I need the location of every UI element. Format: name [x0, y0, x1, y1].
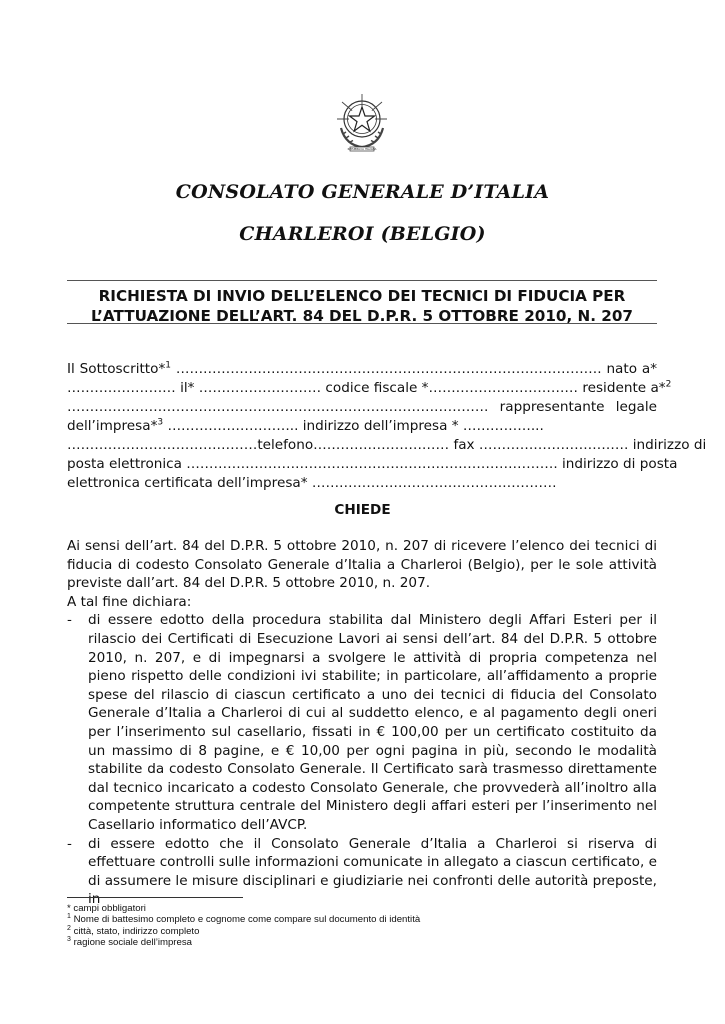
- request-heading: [67, 286, 657, 326]
- consulate-location: CHARLEROI (BELGIO): [239, 223, 486, 245]
- heading-bottom-rule: [67, 323, 657, 324]
- form-line-name: [67, 360, 657, 379]
- form-line-company: [67, 417, 657, 436]
- declaration-intro: A tal fine dichiara:: [67, 593, 192, 610]
- italian-republic-emblem: [330, 88, 394, 154]
- footnote-ref-1: 1: [165, 360, 171, 371]
- residence-field-and-representative-label[interactable]: ………………………………………………………………………………… rappresentante legale: [67, 399, 657, 415]
- declaration-item-1: di essere edotto della procedura stabilita dal Ministero degli Affari Esteri per il rilascio dei Certificati di Esecuzione Lavori ai sensi dell’art. 84 del D.P.R. 5 ottobre 2010, n. 207, e di impegnarsi a svolgere le attività di propria competenza nel pieno rispetto delle condizioni ivi stabilite; in particolare, all’affidamento a proprie spese del rilascio di ciascun certificato a uno dei tecnici di fiducia del Consolato Generale d’Italia a Charleroi di cui al suddetto elenco, e al pagamento degli oneri per l’inserimento sul casellario, fissati in € 100,00 per un certificato costituito da un massimo di 8 pagine, e € 10,00 per ogni pagina in più, secondo le modalità stabilite da codesto Consolato Generale. Il Certificato sarà trasmesso direttamente dal tecnico incaricato a codesto Consolato Generale, che provvederà all’inoltro alla competente struttura centrale del Ministero degli affari esteri per l’inserimento nel Casellario informatico dell’AVCP.: [88, 612, 657, 833]
- form-line-pec: [67, 474, 657, 493]
- list-item: [67, 611, 657, 834]
- heading-line-1: RICHIESTA DI INVIO DELL’ELENCO DEI TECNICI DI FIDUCIA PER: [98, 287, 626, 305]
- consulate-title: CONSOLATO GENERALE D’ITALIA: [175, 181, 550, 203]
- footnote-text-2: città, stato, indirizzo completo: [70, 925, 200, 937]
- applicant-form: [67, 360, 707, 493]
- emblem-ribbon-text: REPUBBLICA ITALIANA: [347, 148, 377, 152]
- form-line-residence: [67, 398, 657, 417]
- footnote-ref-2: 2: [665, 379, 672, 390]
- list-dash: -: [67, 612, 72, 629]
- footnote-separator: [67, 897, 243, 898]
- heading-top-rule: [67, 280, 657, 281]
- label-undersigned: Il Sottoscritto*: [67, 361, 166, 377]
- footnote-3: [67, 937, 420, 948]
- declaration-item-2: di essere edotto che il Consolato Generale d’Italia a Charleroi si riserva di effettuare controlli sulle informazioni comunicate in allegato a ciascun certificato, e di assumere le misure disciplinari e giudiziarie nei confronti delle autorità preposte, in: [88, 835, 657, 908]
- declaration-list: [67, 611, 657, 909]
- name-field[interactable]: ………………………………………………………………………………….: [175, 361, 602, 377]
- phone-fax-fields[interactable]: ……………………………………telefono………………………… fax …………………………… indirizzo di: [67, 437, 707, 453]
- form-line-birth: [67, 379, 672, 398]
- footnote-text-3: ragione sociale dell’impresa: [70, 937, 192, 949]
- footnotes: [67, 903, 420, 949]
- request-paragraph: Ai sensi dell’art. 84 del D.P.R. 5 ottobre 2010, n. 207 di ricevere l’elenco dei tecnici di fiducia di codesto Consolato Generale d’Italia a Charleroi (Belgio), per le sole attività previste dall’art. 84 del D.P.R. 5 ottobre 2010, n. 207.: [67, 538, 657, 592]
- heading-line-2: L’ATTUAZIONE DELL’ART. 84 DEL D.P.R. 5 OTTOBRE 2010, N. 207: [90, 307, 633, 325]
- birth-tax-residence-fields[interactable]: …………………… il* ……………………… codice fiscale *…………………………… residente a*: [67, 380, 666, 396]
- footnote-2: [67, 926, 420, 937]
- form-line-email: [67, 455, 678, 474]
- request-body: [67, 537, 657, 909]
- company-address-fields[interactable]: ……………………….. indirizzo dell’impresa * ……………...: [163, 418, 544, 434]
- form-line-phone: [67, 436, 707, 455]
- email-field[interactable]: posta elettronica ………………………………………………………………………. indirizzo di posta: [67, 456, 678, 472]
- label-company: dell’impresa*: [67, 418, 158, 434]
- footnote-1: [67, 914, 420, 925]
- footnote-text-1: Nome di battesimo completo e cognome come compare sul documento di identità: [70, 914, 421, 926]
- label-born-in: nato a*: [606, 361, 658, 377]
- footnote-mark-3: 3: [67, 936, 71, 944]
- footnote-mark-1: 1: [67, 913, 71, 921]
- list-dash: -: [67, 835, 72, 852]
- footnote-ref-3: 3: [157, 417, 164, 428]
- certified-email-field[interactable]: elettronica certificata dell’impresa* ………………………………………………: [67, 475, 557, 491]
- requests-heading: CHIEDE: [334, 502, 391, 518]
- footnote-mark-2: 2: [67, 924, 71, 932]
- footnote-required: * campi obbligatori: [67, 903, 146, 914]
